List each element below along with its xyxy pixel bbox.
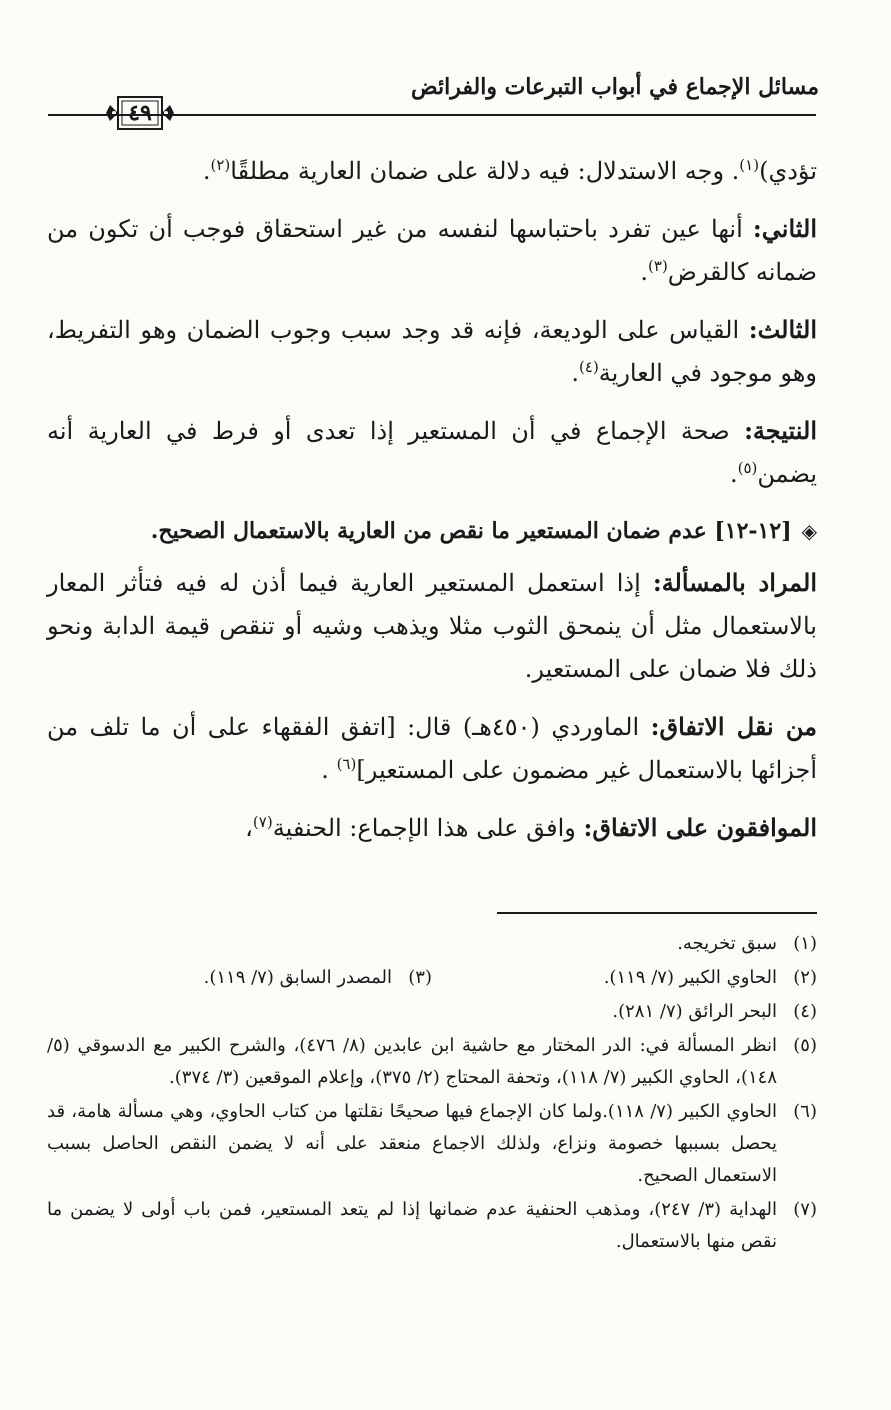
footnote-ref: (٦)	[336, 755, 357, 773]
paragraph-text: أنها عين تفرد باحتباسها لنفسه من غير استحقاق فوجب أن تكون من ضمانه كالقرض	[47, 215, 817, 286]
footnote-item	[47, 1096, 817, 1192]
paragraph-meaning	[47, 561, 817, 691]
footnote-item	[47, 996, 817, 1028]
paragraph-lead: المراد بالمسألة:	[652, 568, 818, 597]
footnote-item	[432, 962, 817, 994]
footnote-text: الحاوي الكبير (٧/ ١١٩).	[603, 967, 777, 988]
footnote-number: (٣)	[408, 967, 432, 988]
footnote-number: (٦)	[793, 1101, 817, 1122]
footnote-ref: (٧)	[252, 813, 273, 831]
page-number-ornament	[104, 93, 176, 133]
paragraph-third	[47, 308, 817, 395]
footnote-number: (٢)	[793, 967, 817, 988]
footnote-ref: (١)	[739, 156, 760, 174]
paragraph-lead: الثاني:	[752, 214, 817, 243]
running-header-title: مسائل الإجماع في أبواب التبرعات والفرائض	[411, 74, 819, 100]
paragraph-end: .	[640, 258, 649, 286]
footnote-number: (٤)	[793, 1001, 817, 1022]
paragraph-lead: الثالث:	[748, 315, 817, 344]
paragraph-text: . وجه الاستدلال: فيه دلالة على ضمان العارية مطلقًا	[230, 157, 740, 185]
paragraph-end: ،	[245, 814, 253, 842]
footnotes	[47, 928, 817, 1260]
section-heading	[47, 510, 817, 553]
paragraph-lead: الموافقون على الاتفاق:	[583, 813, 817, 842]
paragraph-second	[47, 207, 817, 294]
diamond-icon: ◈	[801, 519, 817, 543]
footnote-text: سبق تخريجه.	[677, 933, 777, 954]
footnote-number: (٥)	[793, 1035, 817, 1056]
paragraph-end: .	[571, 359, 580, 387]
footnote-ref: (٣)	[648, 257, 668, 275]
paragraph-agreeing	[47, 806, 817, 850]
paragraph-end: .	[202, 157, 211, 185]
footnote-item	[47, 962, 432, 994]
paragraph-text: تؤدي)	[759, 157, 817, 185]
paragraph-consensus-source	[47, 705, 817, 792]
page-number: ٤٩	[128, 100, 152, 126]
footnote-number: (١)	[793, 933, 817, 954]
main-text	[47, 150, 817, 864]
paragraph-result	[47, 409, 817, 496]
footnote-separator	[497, 912, 817, 914]
paragraph-text: وافق على هذا الإجماع: الحنفية	[272, 814, 584, 842]
footnote-ref: (٢)	[210, 156, 231, 174]
section-heading-text: [١٢-١٢] عدم ضمان المستعير ما نقص من العارية بالاستعمال الصحيح.	[150, 518, 792, 544]
footnote-number: (٧)	[793, 1199, 817, 1220]
paragraph-end: .	[321, 756, 337, 784]
paragraph-text: إذا استعمل المستعير العارية فيما أذن له فيه فتأثر المعار بالاستعمال مثل أن ينمحق الثوب مثلا ويذهب وشيه أو تنقص قيمة الدابة ونحو ذلك فلا ضمان على المستعير.	[47, 569, 817, 683]
paragraph-text: الماوردي (٤٥٠هـ) قال: [اتفق الفقهاء على أن ما تلف من أجزائها بالاستعمال غير مضمون على المستعير]	[47, 713, 817, 784]
footnote-text: الهداية (٣/ ٢٤٧)، ومذهب الحنفية عدم ضمانها إذا لم يتعد المستعير، فمن باب أولى لا يضمن ما نقص منها بالاستعمال.	[47, 1199, 777, 1252]
paragraph-text: القياس على الوديعة، فإنه قد وجد سبب وجوب الضمان وهو التفريط، وهو موجود في العارية	[47, 316, 817, 387]
paragraph-evidence	[47, 150, 817, 193]
paragraph-text: صحة الإجماع في أن المستعير إذا تعدى أو فرط في العارية أنه يضمن	[47, 417, 817, 488]
paragraph-lead: من نقل الاتفاق:	[650, 712, 817, 741]
footnote-text: البحر الرائق (٧/ ٢٨١).	[612, 1001, 777, 1022]
footnote-item	[47, 928, 817, 960]
header-rule	[48, 114, 816, 116]
paragraph-lead: النتيجة:	[744, 416, 817, 445]
footnote-text: انظر المسألة في: الدر المختار مع حاشية ابن عابدين (٨/ ٤٧٦)، والشرح الكبير مع الدسوقي (٥/ ١٤٨)، الحاوي الكبير (٧/ ١١٨)، وتحفة المحتاج (٢/ ٣٧٥)، وإعلام الموقعين (٣/ ٣٧٤).	[47, 1035, 777, 1088]
footnote-item	[47, 1030, 817, 1094]
paragraph-end: .	[729, 460, 738, 488]
footnote-text: المصدر السابق (٧/ ١١٩).	[203, 967, 392, 988]
footnote-ref: (٥)	[737, 459, 758, 477]
footnote-item	[47, 1194, 817, 1258]
footnote-ref: (٤)	[579, 358, 599, 376]
footnote-row	[47, 962, 817, 996]
footnote-text: الحاوي الكبير (٧/ ١١٨).ولما كان الإجماع فيها صحيحًا نقلتها من كتاب الحاوي، وهي مسألة هامة، قد يحصل بسببها خصومة ونزاع، ولذلك الاجماع منعقد على أنه لا يضمن النقص الحاصل بسبب الاستعمال الصحيح.	[47, 1101, 778, 1186]
